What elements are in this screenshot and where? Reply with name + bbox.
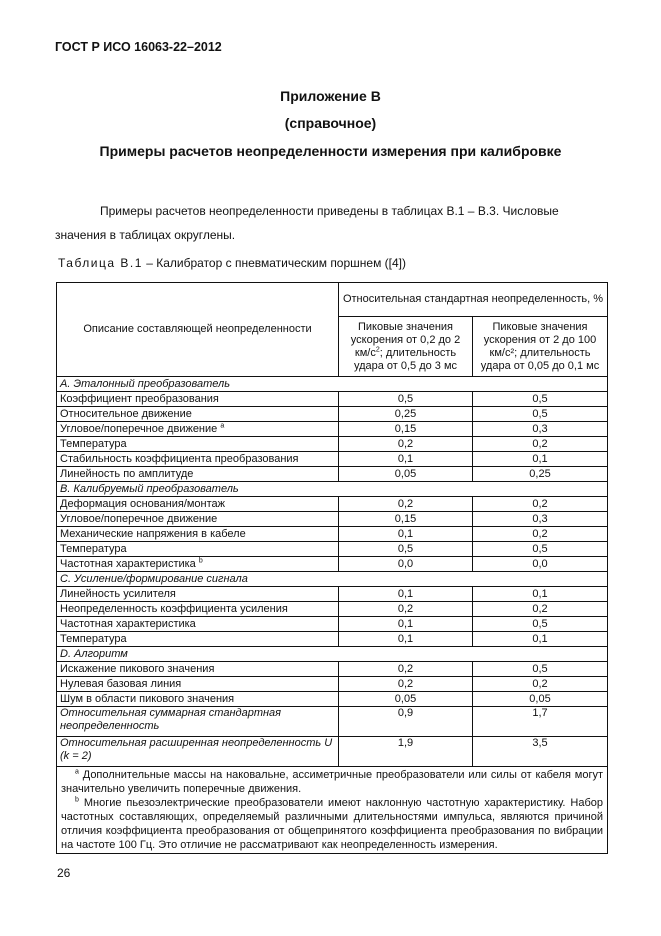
component-name: Коэффициент преобразования xyxy=(60,392,219,405)
uncertainty-value-1: 0,1 xyxy=(339,527,473,542)
uncertainty-value-1: 0,5 xyxy=(339,392,473,407)
table-row xyxy=(57,467,608,482)
component-cell xyxy=(57,467,339,482)
uncertainty-value-1: 0,1 xyxy=(339,587,473,602)
component-name: Температура xyxy=(60,542,127,555)
section-title: D. Алгоритм xyxy=(57,647,608,662)
component-name: Линейность по амплитуде xyxy=(60,467,194,480)
footnote-b-text: Многие пьезоэлектрические преобразователи имеют наклонную частотную характеристику. Набор частотных составляющих, определяемый различными длительностями импульса, являются причиной отличия коэффициента преобразования от общепринятого коэффициента преобразования по вибрации на частоте 100 Гц. Это отличие не рассматривают как неопределенность измерения. xyxy=(61,797,603,851)
expanded-row xyxy=(57,737,608,767)
table-row xyxy=(57,692,608,707)
component-name: Угловое/поперечное движение xyxy=(60,422,221,435)
uncertainty-value-2: 0,2 xyxy=(473,437,608,452)
component-name: Частотная характеристика xyxy=(60,617,196,630)
expanded-value-1: 1,9 xyxy=(339,737,473,767)
section-title: В. Калибруемый преобразователь xyxy=(57,482,608,497)
footnote-b xyxy=(61,796,603,852)
component-cell xyxy=(57,497,339,512)
table-row xyxy=(57,392,608,407)
header-range-1 xyxy=(339,317,473,377)
uncertainty-value-2: 0,1 xyxy=(473,632,608,647)
combined-value-1: 0,9 xyxy=(339,707,473,737)
component-cell xyxy=(57,512,339,527)
table-row xyxy=(57,632,608,647)
table-row xyxy=(57,677,608,692)
component-cell xyxy=(57,632,339,647)
table-body xyxy=(57,377,608,707)
uncertainty-value-1: 0,2 xyxy=(339,602,473,617)
standard-header: ГОСТ Р ИСО 16063-22–2012 xyxy=(55,40,222,54)
section-header-row xyxy=(57,482,608,497)
uncertainty-value-1: 0,1 xyxy=(339,632,473,647)
appendix-title: Приложение В xyxy=(280,88,381,104)
uncertainty-value-2: 0,5 xyxy=(473,407,608,422)
uncertainty-value-1: 0,1 xyxy=(339,617,473,632)
section-header-row xyxy=(57,647,608,662)
uncertainty-value-2: 0,2 xyxy=(473,527,608,542)
component-cell xyxy=(57,587,339,602)
component-cell xyxy=(57,422,339,437)
component-cell xyxy=(57,452,339,467)
table-row xyxy=(57,512,608,527)
table-row xyxy=(57,527,608,542)
component-name: Искажение пикового значения xyxy=(60,662,215,675)
combined-value-2: 1,7 xyxy=(473,707,608,737)
uncertainty-value-1: 0,2 xyxy=(339,497,473,512)
component-name: Температура xyxy=(60,632,127,645)
component-cell xyxy=(57,557,339,572)
section-title: С. Усиление/формирование сигнала xyxy=(57,572,608,587)
footnote-a-mark: a xyxy=(75,768,79,776)
section-title: А. Эталонный преобразователь xyxy=(57,377,608,392)
uncertainty-value-2: 0,1 xyxy=(473,452,608,467)
component-name: Шум в области пикового значения xyxy=(60,692,235,705)
uncertainty-value-2: 0,2 xyxy=(473,602,608,617)
component-name: Механические напряжения в кабеле xyxy=(60,527,246,540)
header-range-2: Пиковые значения ускорения от 2 до 100 км/с²; длительность удара от 0,05 до 0,1 мс xyxy=(473,317,608,377)
uncertainty-value-2: 0,05 xyxy=(473,692,608,707)
component-name: Неопределенность коэффициента усиления xyxy=(60,602,288,615)
uncertainty-value-2: 0,5 xyxy=(473,392,608,407)
component-name: Стабильность коэффициента преобразования xyxy=(60,452,299,465)
uncertainty-value-2: 0,5 xyxy=(473,542,608,557)
uncertainty-value-1: 0,2 xyxy=(339,662,473,677)
component-cell xyxy=(57,407,339,422)
component-cell xyxy=(57,437,339,452)
expanded-value-2: 3,5 xyxy=(473,737,608,767)
table-row xyxy=(57,407,608,422)
uncertainty-value-2: 0,1 xyxy=(473,587,608,602)
table-totals xyxy=(57,707,608,854)
uncertainty-value-2: 0,3 xyxy=(473,512,608,527)
footnote-a-text: Дополнительные массы на наковальне, ассиметричные преобразователи или силы от кабеля могут значительно увеличить поперечные движения. xyxy=(61,769,603,795)
footnote-b-mark: b xyxy=(75,796,79,804)
footnotes-row xyxy=(57,767,608,854)
table-row xyxy=(57,557,608,572)
component-cell xyxy=(57,392,339,407)
header-component: Описание составляющей неопределенности xyxy=(57,283,339,377)
uncertainty-value-1: 0,2 xyxy=(339,437,473,452)
expanded-label: Относительная расширенная неопределенность U (k = 2) xyxy=(57,737,339,767)
footnote-a xyxy=(61,768,603,796)
uncertainty-value-1: 0,05 xyxy=(339,692,473,707)
footnote-ref: b xyxy=(198,556,203,564)
header-range-1-a: Пиковые значения ускорения от 0,2 до 2 км/с xyxy=(350,320,461,359)
intro-text: Примеры расчетов неопределенности приведены в таблицах В.1 – В.3. Числовые значения в таблицах округлены. xyxy=(55,204,559,242)
header-range-1-b: ; длительность удара от 0,5 до 3 мс xyxy=(353,346,458,372)
component-name: Частотная характеристика xyxy=(60,557,199,570)
component-name: Деформация основания/монтаж xyxy=(60,497,226,510)
uncertainty-value-1: 0,15 xyxy=(339,422,473,437)
uncertainty-value-1: 0,1 xyxy=(339,452,473,467)
uncertainty-value-2: 0,3 xyxy=(473,422,608,437)
uncertainty-value-1: 0,2 xyxy=(339,677,473,692)
component-cell xyxy=(57,677,339,692)
combined-row xyxy=(57,707,608,737)
uncertainty-value-1: 0,5 xyxy=(339,542,473,557)
footnotes xyxy=(57,767,608,854)
table-caption-text: – Калибратор с пневматическим поршнем ([4]) xyxy=(142,256,407,270)
appendix-heading: Примеры расчетов неопределенности измерения при калибровке xyxy=(99,143,562,159)
calibration-uncertainty-table xyxy=(56,282,608,854)
table-row xyxy=(57,437,608,452)
table-header-row xyxy=(57,283,608,317)
component-name: Относительное движение xyxy=(60,407,192,420)
table-row xyxy=(57,422,608,437)
component-name: Угловое/поперечное движение xyxy=(60,512,218,525)
component-cell xyxy=(57,692,339,707)
table-row xyxy=(57,497,608,512)
uncertainty-value-2: 0,0 xyxy=(473,557,608,572)
uncertainty-value-1: 0,05 xyxy=(339,467,473,482)
table-caption xyxy=(58,256,406,270)
uncertainty-value-1: 0,25 xyxy=(339,407,473,422)
uncertainty-value-1: 0,15 xyxy=(339,512,473,527)
table-row xyxy=(57,452,608,467)
component-cell xyxy=(57,662,339,677)
table-row xyxy=(57,602,608,617)
component-name: Линейность усилителя xyxy=(60,587,176,600)
section-header-row xyxy=(57,377,608,392)
footnote-ref: a xyxy=(220,421,225,429)
page-number: 26 xyxy=(57,866,71,880)
appendix-type: (справочное) xyxy=(284,115,377,131)
component-cell xyxy=(57,602,339,617)
component-name: Нулевая базовая линия xyxy=(60,677,182,690)
intro-paragraph xyxy=(55,199,605,247)
table-row xyxy=(57,587,608,602)
table-row xyxy=(57,617,608,632)
component-cell xyxy=(57,542,339,557)
table-row xyxy=(57,662,608,677)
uncertainty-value-1: 0,0 xyxy=(339,557,473,572)
header-range-1-sup: 2 xyxy=(375,345,380,353)
table-row xyxy=(57,542,608,557)
component-name: Температура xyxy=(60,437,127,450)
header-group: Относительная стандартная неопределенность, % xyxy=(339,283,608,317)
uncertainty-value-2: 0,2 xyxy=(473,497,608,512)
section-header-row xyxy=(57,572,608,587)
uncertainty-value-2: 0,2 xyxy=(473,677,608,692)
table-caption-number: Таблица В.1 xyxy=(58,256,143,270)
uncertainty-value-2: 0,5 xyxy=(473,617,608,632)
component-cell xyxy=(57,527,339,542)
uncertainty-value-2: 0,5 xyxy=(473,662,608,677)
uncertainty-value-2: 0,25 xyxy=(473,467,608,482)
component-cell xyxy=(57,617,339,632)
combined-label: Относительная суммарная стандартная неопределенность xyxy=(57,707,339,737)
